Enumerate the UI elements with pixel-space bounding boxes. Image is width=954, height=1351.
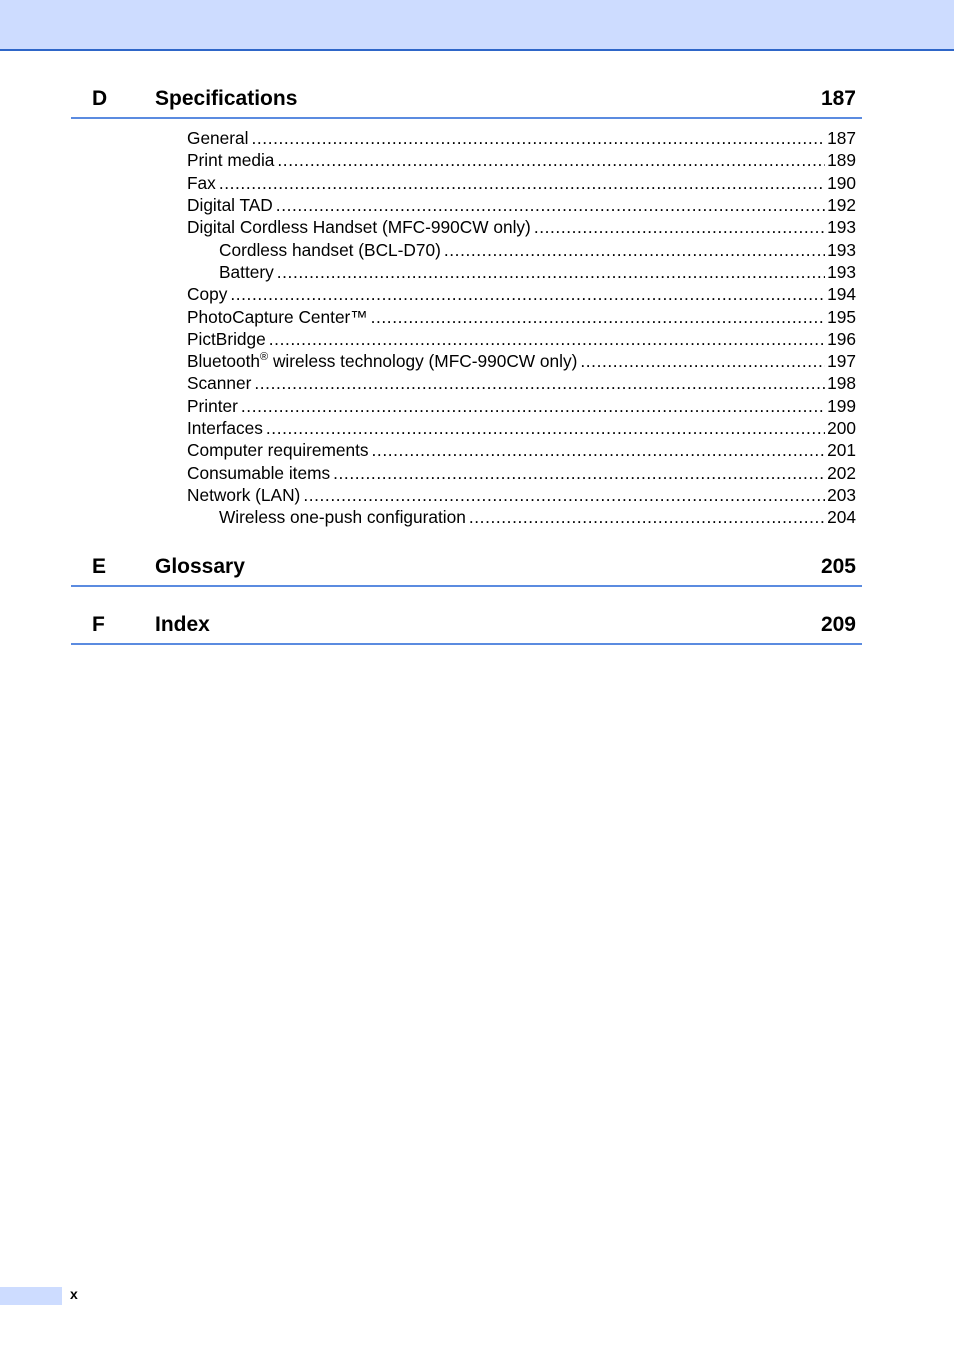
dot-leader: [254, 372, 825, 394]
toc-entry-general[interactable]: [187, 127, 856, 149]
registered-mark: ®: [260, 351, 269, 363]
entry-label: Computer requirements: [187, 440, 369, 460]
entry-page: 201: [827, 440, 856, 460]
entry-label: Copy: [187, 284, 228, 304]
footer-page-number: x: [70, 1286, 78, 1302]
entry-label: Network (LAN): [187, 485, 301, 505]
entry-label: Interfaces: [187, 418, 263, 438]
toc-entry-interfaces[interactable]: [187, 417, 856, 439]
toc-entry-wireless-one-push[interactable]: [219, 506, 856, 528]
dot-leader: [277, 149, 825, 171]
dot-leader: [266, 417, 825, 439]
toc-entry-copy[interactable]: [187, 283, 856, 305]
dot-leader: [303, 484, 825, 506]
entry-page: 202: [827, 463, 856, 483]
toc-entry-fax[interactable]: [187, 172, 856, 194]
section-letter: E: [92, 555, 107, 578]
entry-label: Fax: [187, 173, 216, 193]
entry-page: 190: [827, 173, 856, 193]
section-title: Index: [155, 613, 210, 636]
toc-entry-computer-requirements[interactable]: [187, 439, 856, 461]
entry-page: 193: [827, 240, 856, 260]
entry-label: Digital TAD: [187, 195, 273, 215]
entry-label: PictBridge: [187, 329, 266, 349]
section-heading-d[interactable]: [71, 87, 862, 119]
section-heading-e[interactable]: [71, 555, 862, 587]
toc-entry-network-lan[interactable]: [187, 484, 856, 506]
dot-leader: [580, 350, 825, 372]
entry-label: [187, 350, 580, 372]
entry-label-main: Bluetooth: [187, 351, 261, 371]
toc-entry-digital-cordless-handset[interactable]: [187, 216, 856, 238]
dot-leader: [372, 439, 826, 461]
dot-leader: [371, 306, 826, 328]
toc-entry-photocapture-center[interactable]: [187, 306, 856, 328]
entry-label: PhotoCapture Center™: [187, 307, 368, 327]
entry-label: Scanner: [187, 373, 252, 393]
toc-entry-printer[interactable]: [187, 395, 856, 417]
entry-label-rest: wireless technology (MFC-990CW only): [268, 351, 578, 371]
dot-leader: [469, 506, 825, 528]
dot-leader: [251, 127, 825, 149]
section-heading-f[interactable]: [71, 613, 862, 645]
entry-page: 197: [827, 351, 856, 371]
entry-label: Battery: [219, 262, 274, 282]
entry-page: 200: [827, 418, 856, 438]
entry-page: 195: [827, 307, 856, 327]
section-letter: F: [92, 613, 105, 636]
dot-leader: [219, 172, 825, 194]
dot-leader: [241, 395, 825, 417]
dot-leader: [444, 239, 825, 261]
entry-page: 193: [827, 262, 856, 282]
entry-label: Cordless handset (BCL-D70): [219, 240, 441, 260]
toc-entry-pictbridge[interactable]: [187, 328, 856, 350]
dot-leader: [276, 194, 825, 216]
entry-page: 203: [827, 485, 856, 505]
toc-entry-cordless-handset[interactable]: [219, 239, 856, 261]
entry-label: General: [187, 128, 249, 148]
toc-entry-consumable-items[interactable]: [187, 462, 856, 484]
entry-page: 199: [827, 396, 856, 416]
entry-label: Printer: [187, 396, 238, 416]
entry-page: 198: [827, 373, 856, 393]
dot-leader: [277, 261, 825, 283]
toc-entry-battery[interactable]: [219, 261, 856, 283]
section-page-number: 209: [820, 613, 856, 636]
entry-page: 193: [827, 217, 856, 237]
entry-page: 196: [827, 329, 856, 349]
toc-entry-scanner[interactable]: [187, 372, 856, 394]
section-page-number: 187: [820, 87, 856, 110]
toc-entry-bluetooth[interactable]: [187, 350, 856, 372]
dot-leader: [269, 328, 825, 350]
toc-entry-print-media[interactable]: [187, 149, 856, 171]
dot-leader: [333, 462, 825, 484]
section-title: Glossary: [155, 555, 245, 578]
dot-leader: [230, 283, 825, 305]
entry-label: Consumable items: [187, 463, 331, 483]
entry-page: 187: [827, 128, 856, 148]
section-letter: D: [92, 87, 108, 110]
toc-entry-digital-tad[interactable]: [187, 194, 856, 216]
dot-leader: [534, 216, 825, 238]
section-title: Specifications: [155, 87, 298, 110]
footer-tab: [0, 1287, 62, 1305]
entry-page: 192: [827, 195, 856, 215]
entry-page: 204: [827, 507, 856, 527]
entry-label: Wireless one-push configuration: [219, 507, 466, 527]
header-band: [0, 0, 954, 51]
section-page-number: 205: [820, 555, 856, 578]
entry-page: 189: [827, 150, 856, 170]
entry-label: Digital Cordless Handset (MFC-990CW only): [187, 217, 531, 237]
entry-label: Print media: [187, 150, 275, 170]
entry-page: 194: [827, 284, 856, 304]
